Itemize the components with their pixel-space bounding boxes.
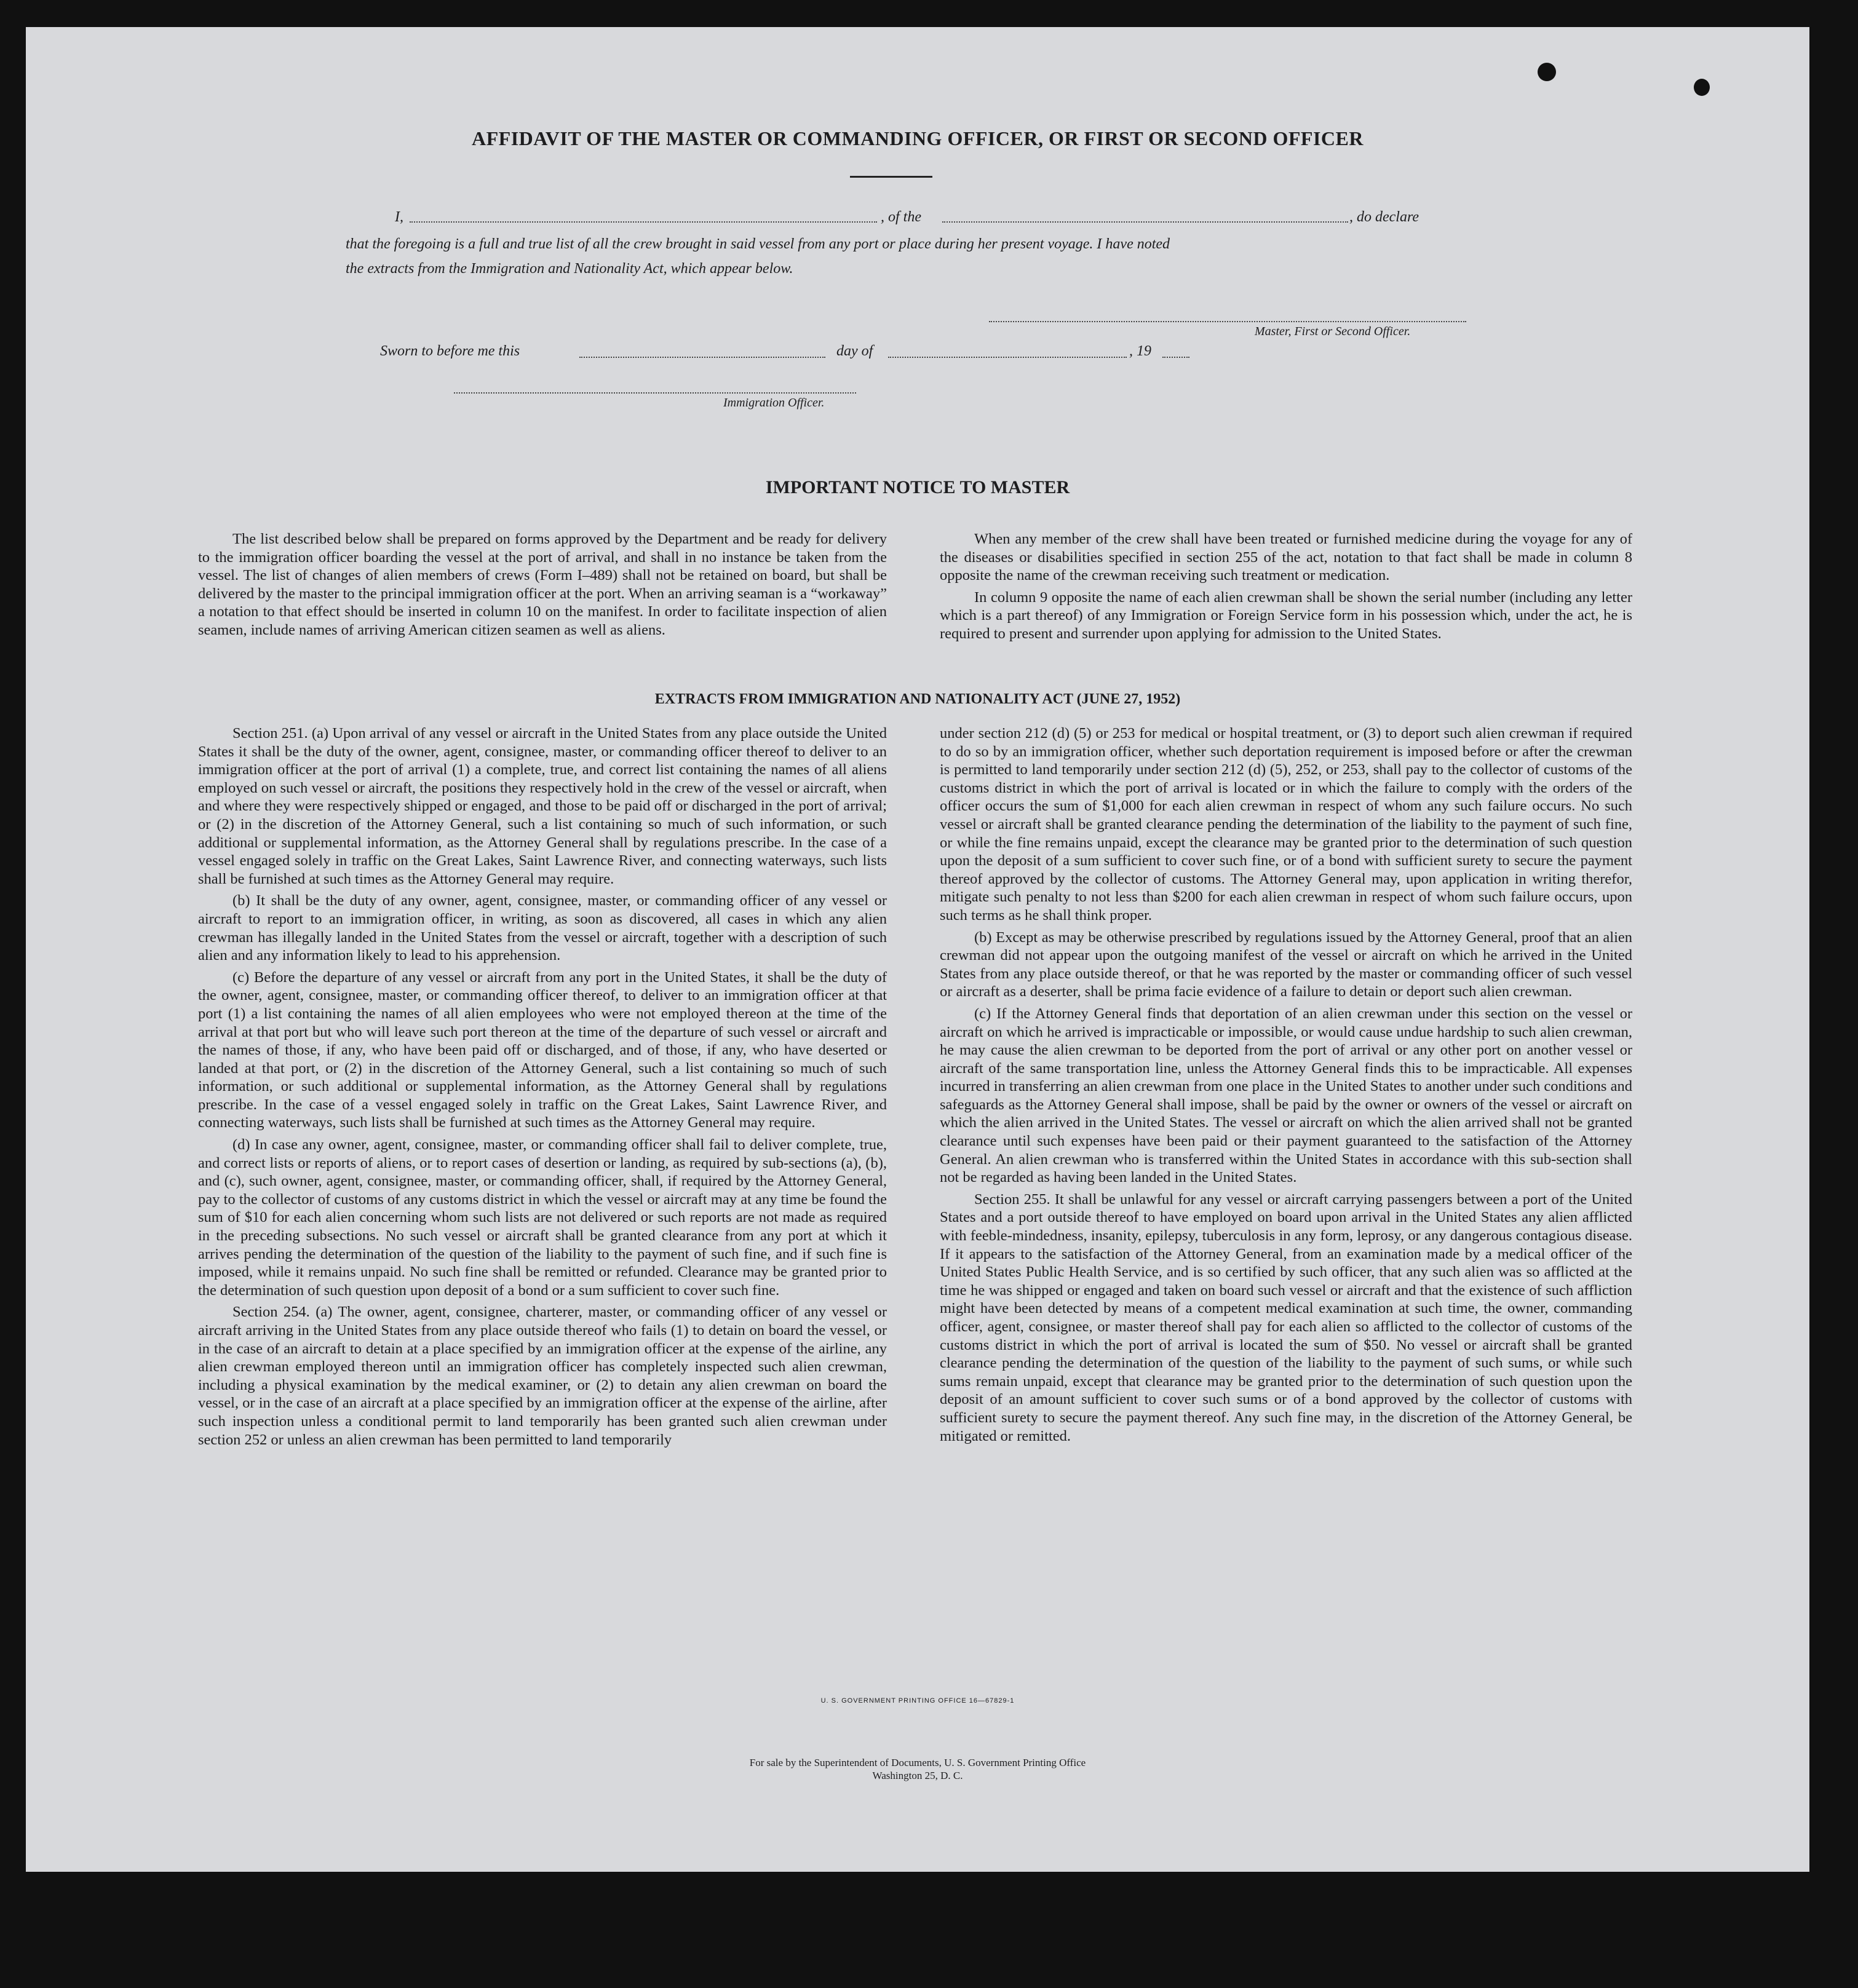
declaration-line-2: that the foregoing is a full and true list of all the crew brought in said vessel from any port or place during her present voyage. I have noted (346, 236, 1170, 252)
declaration-line-3: the extracts from the Immigration and Nationality Act, which appear below. (346, 261, 793, 277)
for-sale-line-1: For sale by the Superintendent of Documents, U. S. Government Printing Office (749, 1757, 1086, 1768)
notice-paragraph: The list described below shall be prepared on forms approved by the Department and be ready for delivery to the immigration officer boarding the vessel at the port of arrival, and shall in no instance be taken from the vessel. The list of changes of alien members of crews (Form I–489) shall not be retained on board, but shall be delivered by the master to the principal immigration officer at the port. When an arriving seaman is a “workaway” a notation to that effect should be inserted in column 10 on the manifest. In order to facilitate inspection of alien seamen, include names of arriving American citizen seamen as well as aliens. (198, 531, 887, 638)
notice-paragraph: When any member of the crew shall have been treated or furnished medicine during the voyage for any of the diseases or disabilities specified in section 255 of the act, notation to that fact shall be made in column 8 opposite the name of the crewman receiving such treatment or medication. (940, 531, 1632, 584)
section-paragraph: (c) If the Attorney General finds that deportation of an alien crewman under this section on the vessel or aircraft on which he arrived is impracticable or impossible, or would cause undue hardship to such alien crewman, he may cause the alien crewman to be deported from the port of arrival or any other port on another vessel or aircraft of the same transportation line, unless the Attorney General finds this to be impracticable. All expenses incurred in transferring an alien crewman from one place in the United States to another under such conditions and safeguards as the Attorney General shall impose, shall be paid by the owner or owners of the vessel or aircraft on which the alien arrived in the United States. The vessel or aircraft on which the alien arrived shall not be granted clearance until such expenses have been paid or their payment guaranteed to the satisfaction of the Attorney General. An alien crewman who is transferred within the United States in accordance with this sub-section shall not be regarded as having been landed in the United States. (940, 1005, 1632, 1186)
notice-right-column (940, 530, 1632, 647)
do-declare-text: , do declare (1349, 209, 1419, 225)
extracts-right-column (940, 724, 1632, 1449)
master-signature-label: Master, First or Second Officer. (1255, 325, 1411, 338)
section-paragraph: (d) In case any owner, agent, consignee, master, or commanding officer shall fail to deliver complete, true, and correct lists or reports of aliens, or to report cases of desertion or landing, as required by sub-sections (a), (b), and (c), such owner, agent, consignee, master, or commanding officer, shall, if required by the Attorney General, pay to the collector of customs of any customs district in which the vessel or aircraft may at any time be found the sum of $10 for each alien concerning whom such lists are not delivered or such reports are not made as required in the preceding subsections. No such vessel or aircraft shall be granted clearance from any port at which it arrives pending the determination of the question of the liability to the payment of such fine, and if such fine is imposed, while it remains unpaid. No such fine shall be remitted or refunded. Clearance may be granted prior to the determination of such question upon deposit of a bond or a sum sufficient to cover such fine. (198, 1136, 887, 1299)
sworn-text: Sworn to before me this (380, 343, 520, 359)
sworn-year-field[interactable] (1162, 357, 1189, 358)
for-sale-line-2: Washington 25, D. C. (872, 1770, 963, 1781)
extracts-left-column (198, 724, 887, 1452)
section-paragraph: Section 254. (a) The owner, agent, consignee, charterer, master, or commanding officer of any vessel or aircraft arriving in the United States from any place outside thereof who fails (1) to detain on board the vessel, or in the case of an aircraft to detain at a place specified by an immigration officer at the expense of the airline, any alien crewman employed thereon until an immigration officer has completely inspected such alien crewman, including a physical examination by the medical examiner, or (2) to detain any alien crewman on board the vessel, or in the case of an aircraft at a place specified by an immigration officer at the expense of the airline, after such inspection unless a conditional permit to land temporarily has been granted such alien crewman under section 252 or unless an alien crewman has been permitted to land temporarily (198, 1304, 887, 1448)
vessel-name-field[interactable] (942, 221, 1348, 223)
declarant-name-field[interactable] (410, 221, 877, 223)
title-rule (850, 176, 932, 178)
affidavit-title: AFFIDAVIT OF THE MASTER OR COMMANDING OFFICER, OR FIRST OR SECOND OFFICER (472, 127, 1364, 149)
gpo-imprint: U. S. GOVERNMENT PRINTING OFFICE 16—67829-1 (820, 1697, 1015, 1705)
section-paragraph: (c) Before the departure of any vessel or aircraft from any port in the United States, it shall be the duty of the owner, agent, consignee, master, or commanding officer thereof, to deliver to an immigration officer at that port (1) a list containing the names of all alien employees who were not employed thereon at the time of the arrival at that port but who will leave such port thereon at the time of the departure of such vessel or aircraft and the names of those, if any, who have been paid off or discharged, and of those, if any, who have deserted or landed at that port, or (2) in the discretion of the Attorney General, such a list containing so much of such information, or such additional or supplemental information, as the Attorney General shall by regulations prescribe. In the case of a vessel engaged solely in traffic on the Great Lakes, Saint Lawrence River, and connecting waterways, such lists shall be furnished at such times as the Attorney General may require. (198, 968, 887, 1131)
sworn-month-field[interactable] (888, 357, 1127, 358)
section-paragraph: (b) It shall be the duty of any owner, agent, consignee, master, or commanding officer of any vessel or aircraft to report to an immigration officer, in writing, as soon as discovered, all cases in which any alien crewman has illegally landed in the United States from the vessel or aircraft, together with a description of such alien and any information likely to lead to his apprehension. (198, 892, 887, 964)
immigration-officer-signature-line[interactable] (454, 392, 856, 394)
day-of-text: day of (836, 343, 873, 359)
notice-left-column (198, 530, 887, 643)
year-prefix: , 19 (1129, 343, 1151, 359)
for-sale-notice (26, 1756, 1809, 1782)
immigration-officer-label: Immigration Officer. (723, 396, 825, 410)
extracts-title: EXTRACTS FROM IMMIGRATION AND NATIONALITY ACT (JUNE 27, 1952) (654, 691, 1181, 707)
of-the-text: , of the (881, 209, 921, 225)
ink-spot (1538, 63, 1556, 81)
notice-title: IMPORTANT NOTICE TO MASTER (765, 477, 1070, 497)
ink-spot (1694, 79, 1710, 96)
declarant-prefix: I, (395, 209, 403, 225)
section-paragraph: under section 212 (d) (5) or 253 for medical or hospital treatment, or (3) to deport such alien crewman if required to do so by an immigration officer, whether such deportation requirement is imposed before or after the crewman is permitted to land temporarily under section 212 (d) (5), 252, or 253, shall pay to the collector of customs of the customs district in which the port of arrival is located or in which the failure to comply with the orders of the officer occurs the sum of $1,000 for each alien crewman in respect of whom any such failure occurs. No such vessel or aircraft shall be granted clearance pending the determination of the liability to the payment of such fine, or while the fine remains unpaid, except the clearance may be granted prior to the determination of such question upon the deposit of a sum sufficient to cover such fine, or of a bond with sufficient surety to secure the payment thereof approved by the collector of customs. The Attorney General may, upon application in writing therefor, mitigate such penalty to not less than $200 for each alien crewman in respect of whom such failure occurs, upon such terms as he shall think proper. (940, 725, 1632, 924)
sworn-day-field[interactable] (579, 357, 825, 358)
section-paragraph: Section 255. It shall be unlawful for any vessel or aircraft carrying passengers between a port of the United States and a port outside thereof to have employed on board upon arrival in the United States any alien afflicted with feeble-mindedness, insanity, epilepsy, tuberculosis in any form, leprosy, or any dangerous contagious disease. If it appears to the satisfaction of the Attorney General, from an examination made by a medical officer of the United States Public Health Service, and is so certified by such officer, that any such alien was so afflicted at the time he was shipped or engaged and taken on board such vessel or aircraft and that the existence of such affliction might have been detected by means of a competent medical examination at such time, the owner, commanding officer, agent, consignee, or master thereof shall pay for each alien so afflicted to the collector of customs of the customs district in which the port of arrival is located the sum of $50. No vessel or aircraft shall be granted clearance pending the determination of the question of the liability to the payment of such sums, or while such sums remain unpaid, except that clearance may be granted prior to the determination of such question upon the deposit of an amount sufficient to cover such sums or of a bond approved by the collector of customs with sufficient surety to secure the payment thereof. Any such fine may, in the discretion of the Attorney General, be mitigated or remitted. (940, 1190, 1632, 1444)
notice-paragraph: In column 9 opposite the name of each alien crewman shall be shown the serial number (including any letter which is a part thereof) of any Immigration or Foreign Service form in his possession which, under the act, he is required to present and surrender upon applying for admission to the United States. (940, 588, 1632, 642)
section-paragraph: Section 251. (a) Upon arrival of any vessel or aircraft in the United States from any place outside the United States it shall be the duty of the owner, agent, consignee, master, or commanding officer thereof to deliver to an immigration officer at the port of arrival (1) a complete, true, and correct list containing the names of all aliens employed on such vessel or aircraft, the positions they respectively hold in the crew of the vessel or aircraft, when and where they were respectively shipped or engaged, and those to be paid off or discharged in the port of arrival; or (2) in the discretion of the Attorney General, such a list containing so much of such information, or such additional or supplemental information, as the Attorney General shall by regulations prescribe. In the case of a vessel engaged solely in traffic on the Great Lakes, Saint Lawrence River, and connecting waterways, such lists shall be furnished at such times as the Attorney General may require. (198, 725, 887, 887)
master-signature-line[interactable] (989, 321, 1466, 322)
section-paragraph: (b) Except as may be otherwise prescribed by regulations issued by the Attorney General, proof that an alien crewman did not appear upon the outgoing manifest of the vessel or aircraft on which he arrived in the United States from any place outside thereof, or that he was reported by the master or commanding officer of such vessel or aircraft as a deserter, shall be prima facie evidence of a failure to detain or deport such alien crewman. (940, 929, 1632, 1000)
document-page (26, 27, 1809, 1872)
